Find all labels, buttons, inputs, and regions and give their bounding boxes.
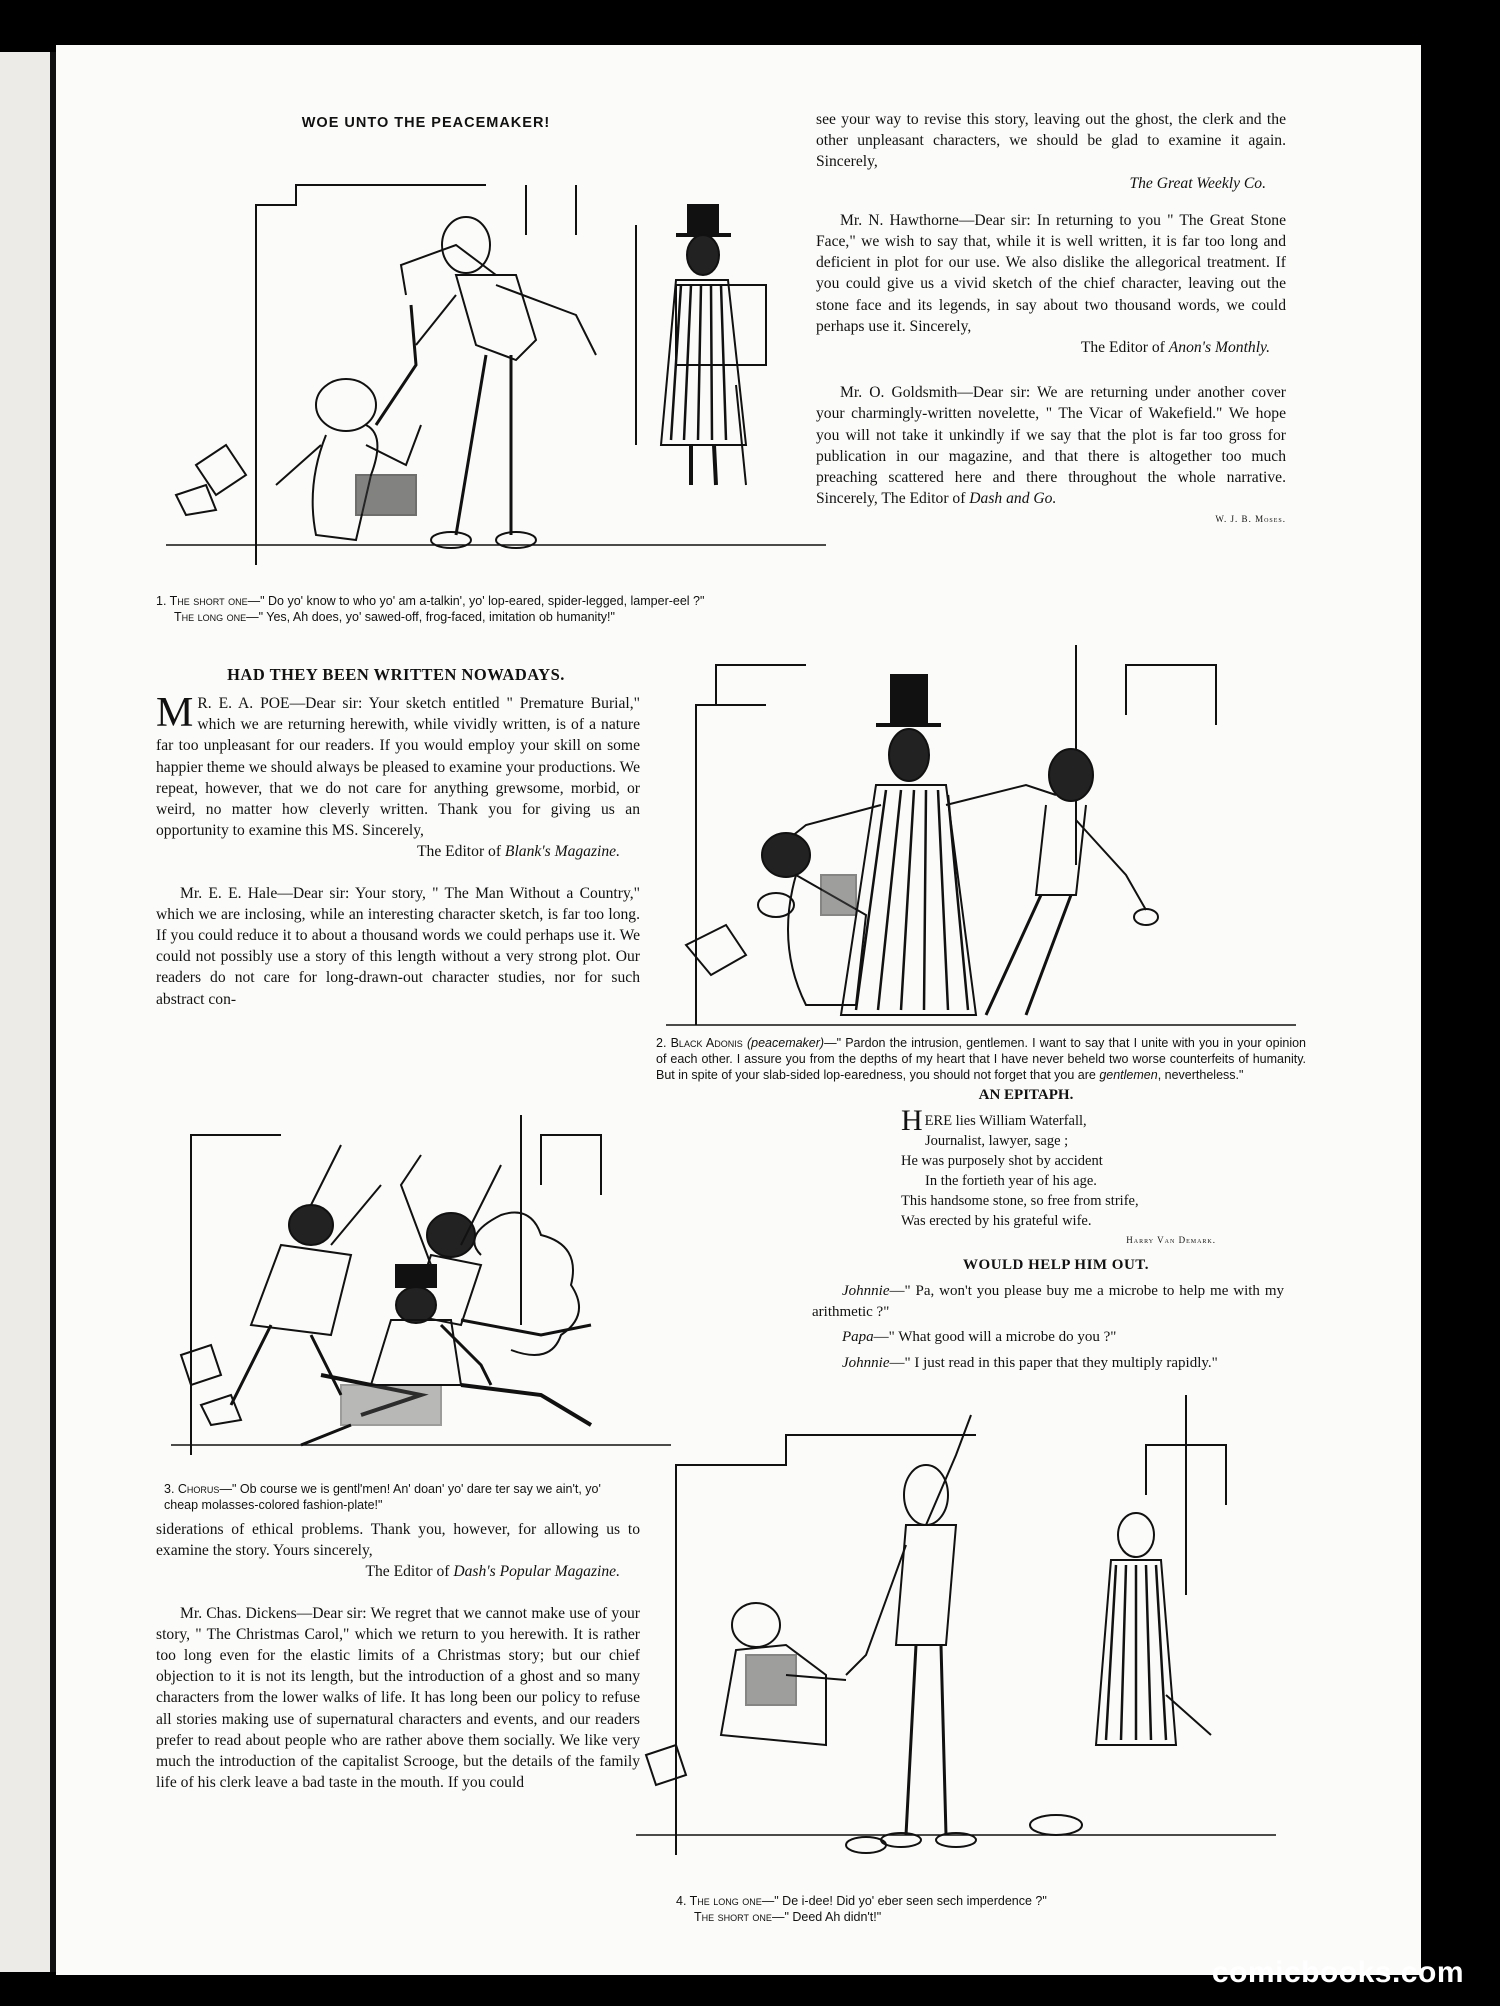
cartoon2-caption-emphasis: gentlemen xyxy=(1099,1068,1158,1082)
goldsmith-letter xyxy=(816,382,1286,509)
cartoon1-caption2-text: —" Yes, Ah does, yo' sawed-off, frog-faced, imitation ob humanity!" xyxy=(246,610,615,624)
cartoon1-caption-text: —" Do yo' know to who yo' am a-talkin', yo' lop-eared, spider-legged, lamper-eel ?" xyxy=(247,594,705,608)
hawthorne-letter-text: Mr. N. Hawthorne—Dear sir: In returning to you " The Great Stone Face," we wish to say that, while it is well written, it is far too long and deficient in plot for our use. We also dislike the allegorical treatment. If you could give us a vivid sketch of the chief character, leaving out the stone face and its legends, in say about two thousand words, we could perhaps use it. Sincerely, xyxy=(816,211,1286,335)
cartoon4-caption-speaker: 4. The long one xyxy=(676,1894,762,1908)
right-column-text xyxy=(816,109,1286,531)
cartoon3-caption xyxy=(164,1481,624,1513)
cartoon4-caption-text: —" De i-dee! Did yo' eber seen sech imperdence ?" xyxy=(761,1894,1047,1908)
article-text-upper xyxy=(156,690,640,1024)
cartoon4-caption xyxy=(676,1893,1276,1925)
author-credit: W. J. B. Moses. xyxy=(1215,514,1286,525)
cartoon1-caption xyxy=(156,593,836,625)
hale-letter-continued-text: siderations of ethical problems. Thank you, however, for allowing us to examine the story. Yours sincerely, xyxy=(156,1521,640,1560)
cartoon3-illustration xyxy=(161,1095,681,1475)
epitaph-poem xyxy=(901,1104,1261,1231)
joke-dialog xyxy=(812,1281,1284,1378)
epitaph-line-4: In the fortieth year of his age. xyxy=(925,1173,1097,1189)
cartoon4-caption2-speaker: The short one xyxy=(694,1910,772,1924)
cartoon1-heading: WOE UNTO THE PEACEMAKER! xyxy=(301,115,551,131)
article-text-lower xyxy=(156,1519,640,1807)
letter-continuation-text: see your way to revise this story, leaving out the ghost, the clerk and the other unpleasant characters, we should be glad to examine it again. Sincerely, xyxy=(816,111,1286,171)
article-heading: HAD THEY BEEN WRITTEN NOWADAYS. xyxy=(227,665,565,684)
site-watermark: comicbooks.com xyxy=(1211,1956,1464,1989)
hale-letter-text: Mr. E. E. Hale—Dear sir: Your story, " The Man Without a Country," which we are inclosing, while an interesting character sketch, is far too long. If you could reduce it to about a thousand words we could perhaps use it. We could not possibly use a story of this length without a very strong plot. Our readers do not care for long-drawn-out character studies, nor for such abstract con- xyxy=(156,884,640,1008)
dickens-letter-text: Mr. Chas. Dickens—Dear sir: We regret that we cannot make use of your story, " The Christmas Carol," which we return to you herewith. It is rather too long even for the elastic limits of a Christmas story; but our chief objection to it is not its length, but the introduction of a ghost and so many characters from the lower walks of life. It has long been our policy to refuse all stories making use of supernatural characters and events, and our readers prefer to read about people who are rather above them socially. We like very much the introduction of the capitalist Scrooge, but the details of the family life of his clerk leave a bad taste in the mouth. If you could xyxy=(156,1604,640,1792)
hale-letter-continued xyxy=(156,1519,640,1561)
cartoon2-caption-text: —" Pardon the intrusion, gentlemen. I want to say that I unite with you in your opinion of each other. I assure you from the depths of my heart that I have never beheld two worse counterfeits of humanity. But in spite of your slab-sided lop-earedness, you should not forget that you are xyxy=(656,1036,1306,1082)
cartoon2-caption xyxy=(656,1035,1306,1083)
joke-line-2: Papa—" What good will a microbe do you ?" xyxy=(842,1329,1117,1346)
blanks-magazine-signature: The Editor of Blank's Magazine. xyxy=(417,843,620,861)
cartoon2-illustration xyxy=(656,645,1306,1045)
dickens-letter xyxy=(156,1603,640,1794)
cartoon2-caption-end: , nevertheless." xyxy=(1157,1068,1244,1082)
cartoon4-caption2-text: —" Deed Ah didn't!" xyxy=(771,1910,882,1924)
anon-monthly-signature: The Editor of Anon's Monthly. xyxy=(1080,339,1270,357)
joke-heading: WOULD HELP HIM OUT. xyxy=(963,1257,1149,1273)
goldsmith-letter-text: Mr. O. Goldsmith—Dear sir: We are returning under another cover your charmingly-written novelette, " The Vicar of Wakefield." We hope you will not take it unkindly if we say that the plot is far too gross for publication in our magazine, and that there is altogether too much preaching scattered here and there throughout the whole narrative. Sincerely, The Editor of xyxy=(816,384,1286,508)
cartoon3-caption-speaker: 3. Chorus xyxy=(164,1482,220,1496)
adjacent-page-edge xyxy=(0,52,50,1972)
cartoon2-caption-speaker: 2. Black Adonis xyxy=(656,1036,743,1050)
poe-letter-text: R. E. A. POE—Dear sir: Your sketch entitled " Premature Burial," which we are returning herewith, while vividly written, is of a nature far too unpleasant for our readers. If you would employ your skill on some happier theme we should always be pleased to examine your productions. We repeat, however, that we do not care for anything grewsome, morbid, or weird, no matter how cleverly written. Thank you for giving us an opportunity to examine this MS. Sincerely, xyxy=(156,695,640,840)
cartoon1-caption-speaker: 1. The short one xyxy=(156,594,248,608)
epitaph-credit: Harry Van Demark. xyxy=(1126,1235,1216,1245)
article-dropcap: M xyxy=(156,690,194,736)
letter-continuation xyxy=(816,109,1286,173)
cartoon1-caption2-speaker: The long one xyxy=(174,610,247,624)
epitaph-line-2: Journalist, lawyer, sage ; xyxy=(925,1133,1069,1149)
dashs-popular-signature: The Editor of Dash's Popular Magazine. xyxy=(365,1563,620,1581)
epitaph-line-6: Was erected by his grateful wife. xyxy=(901,1213,1092,1229)
cartoon4-illustration xyxy=(626,1395,1286,1875)
magazine-page xyxy=(56,45,1421,1975)
epitaph-line-1: HERE lies William Waterfall, xyxy=(901,1104,1087,1137)
dash-and-go-signature: Dash and Go. xyxy=(969,490,1057,508)
epitaph-line-5: This handsome stone, so free from strife, xyxy=(901,1193,1139,1209)
poe-letter xyxy=(156,690,640,841)
cartoon1-illustration xyxy=(156,145,836,585)
joke-line-1: Johnnie—" Pa, won't you please buy me a microbe to help me with my arithmetic ?" xyxy=(812,1283,1284,1321)
epitaph-line-3: He was purposely shot by accident xyxy=(901,1153,1103,1169)
epitaph-dropcap: H xyxy=(901,1104,923,1137)
cartoon2-caption-role: (peacemaker) xyxy=(746,1036,825,1050)
cartoon3-caption-text: —" Ob course we is gentl'men! An' doan' yo' dare ter say we ain't, yo' cheap molasses-colored fashion-plate!" xyxy=(164,1482,601,1512)
great-weekly-signature: The Great Weekly Co. xyxy=(1129,174,1266,192)
hale-letter xyxy=(156,883,640,1010)
joke-line-3: Johnnie—" I just read in this paper that they multiply rapidly." xyxy=(842,1354,1218,1371)
epitaph-heading: AN EPITAPH. xyxy=(978,1087,1074,1103)
hawthorne-letter xyxy=(816,210,1286,337)
